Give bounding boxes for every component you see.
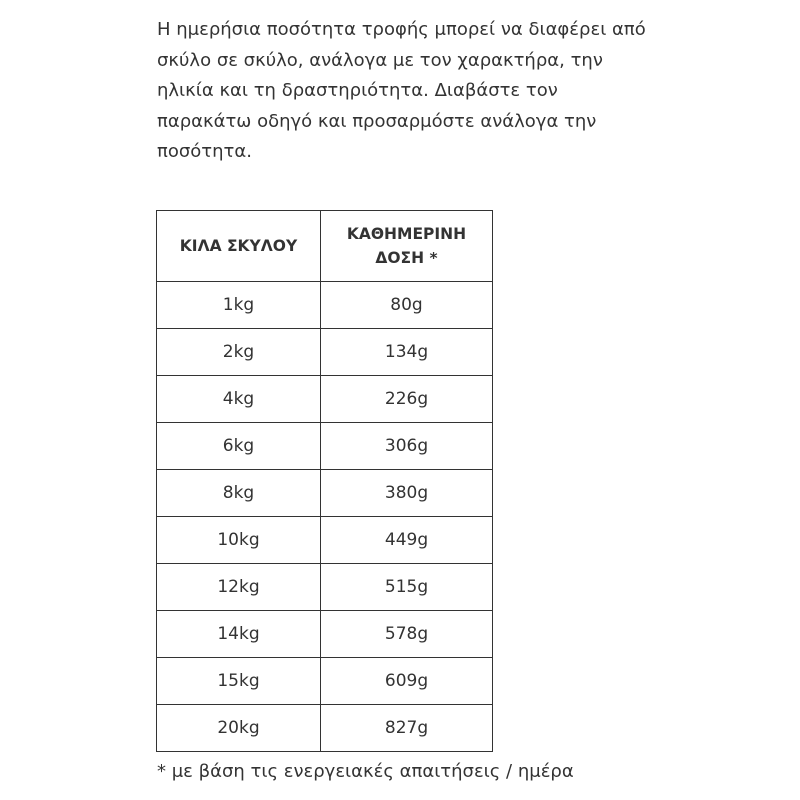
dose-cell: 80g (321, 282, 493, 329)
table-row (157, 376, 493, 423)
header-daily-dose: ΚΑΘΗΜΕΡΙΝΗ ΔΟΣΗ * (321, 211, 493, 282)
feeding-table (156, 210, 493, 752)
dose-cell: 134g (321, 329, 493, 376)
intro-paragraph: Η ημερήσια ποσότητα τροφής μπορεί να διαφέρει από σκύλο σε σκύλο, ανάλογα με τον χαρακτήρα, την ηλικία και τη δραστηριότητα. Διαβάστε τον παρακάτω οδηγό και προσαρμόστε ανάλογα την ποσότητα. (157, 19, 646, 162)
table-row (157, 658, 493, 705)
weight-cell: 15kg (157, 658, 321, 705)
dose-cell: 226g (321, 376, 493, 423)
weight-cell: 4kg (157, 376, 321, 423)
dose-cell: 449g (321, 517, 493, 564)
weight-cell: 14kg (157, 611, 321, 658)
weight-cell: 12kg (157, 564, 321, 611)
weight-cell: 2kg (157, 329, 321, 376)
footnote: * με βάση τις ενεργειακές απαιτήσεις / ημέρα (157, 761, 574, 782)
weight-cell: 20kg (157, 705, 321, 752)
dose-cell: 609g (321, 658, 493, 705)
dose-cell: 306g (321, 423, 493, 470)
dose-cell: 827g (321, 705, 493, 752)
weight-cell: 6kg (157, 423, 321, 470)
table-row (157, 705, 493, 752)
table-row (157, 517, 493, 564)
weight-cell: 1kg (157, 282, 321, 329)
table-header-row (157, 211, 493, 282)
dose-cell: 515g (321, 564, 493, 611)
table-row (157, 282, 493, 329)
header-dog-weight: ΚΙΛΑ ΣΚΥΛΟΥ (157, 211, 321, 282)
dose-cell: 578g (321, 611, 493, 658)
table-row (157, 329, 493, 376)
weight-cell: 8kg (157, 470, 321, 517)
table-row (157, 611, 493, 658)
table-row (157, 470, 493, 517)
table-row (157, 564, 493, 611)
dose-cell: 380g (321, 470, 493, 517)
table-row (157, 423, 493, 470)
weight-cell: 10kg (157, 517, 321, 564)
